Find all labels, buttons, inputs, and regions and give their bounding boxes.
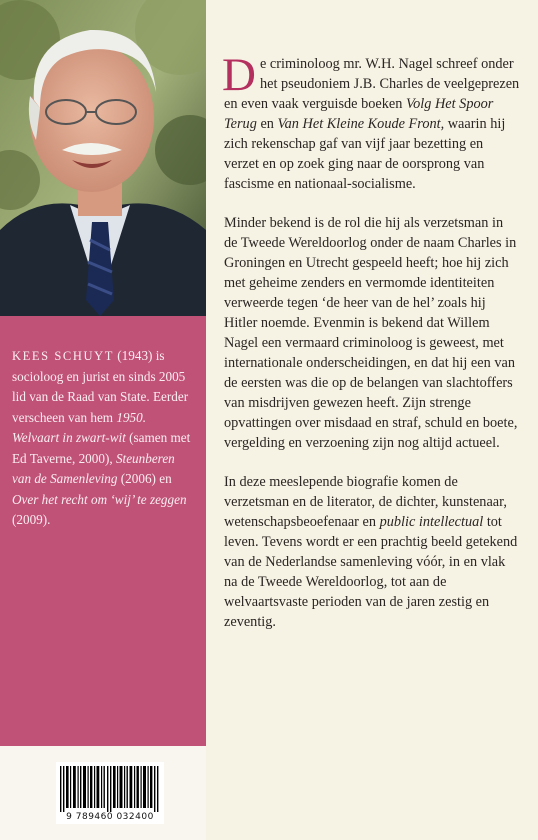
bio-text-c: (2006) en (120, 471, 172, 486)
blurb-paragraph-3 (224, 472, 520, 632)
p3-term: public intellectual (379, 514, 484, 530)
bio-text-d: (2009). (12, 512, 51, 527)
dropcap: D (222, 49, 256, 101)
bio-text-a: is socioloog en jurist en sinds 2005 lid van de Raad van State. Eerder verscheen van hem (12, 348, 189, 425)
p1-and: en (260, 116, 274, 132)
blurb-paragraph-2: Minder bekend is de rol die hij als verzetsman in de Tweede Wereldoorlog onder de naam Charles in Groningen en Utrecht gespeeld heeft; hoe hij zich met geheime zenders en vermomde identiteiten verweerde tegen ‘de heer van de hel’ zoals hij Hitler noemde. Evenmin is bekend dat Willem Nagel een vermaard criminoloog is geweest, met internationale onderscheidingen, en dat hij een van de eersten was die op de belangen van slachtoffers van misdrijven gewezen heeft. Zijn strenge opvattingen over misdaad en straf, schuld en boete, vergelding en verzoening zijn nog altijd actueel. (224, 215, 518, 451)
author-name: KEES SCHUYT (12, 349, 114, 363)
barcode-icon (56, 762, 164, 812)
author-photo (0, 0, 206, 316)
p3-text-b: tot leven. Tevens wordt er een prachtig beeld getekend van de Nederlandse samenleving vóór, in en vlak na de Tweede Wereldoorlog, tot aan de welvaartsvaste perioden van de jaren zestig en zeventig. (224, 514, 518, 630)
author-bio-panel (0, 316, 206, 746)
bio-book-title-3: Over het recht om ‘wij’ te zeggen (12, 491, 187, 507)
isbn-barcode (56, 762, 164, 824)
bio-book-title-2: Steunberen van de Samenleving (12, 450, 175, 486)
blurb-column (206, 0, 538, 840)
p1-text-a: e criminoloog mr. W.H. Nagel schreef onder het pseudoniem J.B. Charles de veelgeprezen en even vaak verguisde boeken (224, 56, 520, 112)
bio-text-b: (samen met Ed Taverne, 2000), (12, 430, 191, 466)
author-bio (12, 346, 196, 531)
p1-book-title-2: Van Het Kleine Koude Front, (277, 116, 445, 132)
author-birth-year: (1943) (117, 348, 153, 363)
author-portrait-photo-icon (0, 0, 206, 316)
p1-book-title-1: Volg Het Spoor Terug (224, 96, 494, 132)
blurb-paragraph-1 (222, 49, 520, 194)
p3-text-a: In deze meeslepende biografie komen de verzetsman en de literator, de dichter, kunstenaar, wetenschapsbeoefenaar en (224, 474, 507, 530)
p1-text-b: waarin hij zich rekenschap gaf van vijf jaar bezetting en verzet en op zoek ging naar de oorsprong van fascisme en nationaal-socialisme. (224, 116, 506, 192)
bottom-strip (0, 746, 206, 840)
isbn-number: 9 789460 032400 (56, 812, 164, 822)
left-column (0, 0, 206, 840)
bio-book-title-1: 1950. Welvaart in zwart-wit (12, 409, 147, 445)
